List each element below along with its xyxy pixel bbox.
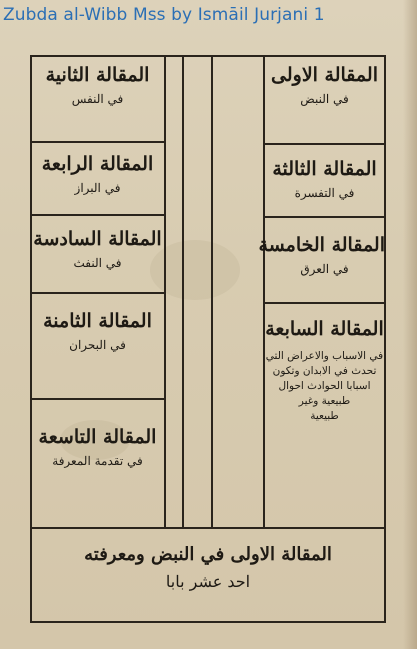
chapter-subtitle: في البراز [74, 181, 121, 195]
chapter-subtitle: في النفث [73, 256, 122, 270]
right-cell-2 [264, 160, 385, 199]
chapter-subtitle: في تقدمة المعرفة [52, 454, 143, 468]
image-caption: Zubda al-Wibb Mss by Ismāil Jurjani 1 [3, 5, 325, 25]
chapter-title: المقالة الاولى [271, 64, 378, 86]
chapter-subtitle: في النفس [71, 92, 124, 106]
chapter-title: المقالة الثامنة [43, 310, 152, 332]
footer-subtitle: احد عشر بابا [165, 572, 251, 591]
chapter-title: المقالة الرابعة [41, 153, 154, 175]
right-row-divider [263, 143, 385, 145]
note-line: في الاسباب والاعراض التي [265, 350, 384, 362]
left-cell-2 [31, 155, 164, 194]
note-line: طبيعية وغير [298, 395, 351, 407]
chapter-title: المقالة الثالثة [272, 158, 377, 180]
footer-divider [30, 527, 386, 529]
column-divider-left [182, 56, 184, 528]
left-row-divider [31, 398, 165, 400]
chapter-subtitle: في العرق [300, 262, 349, 276]
note-line: تحدث في الابدان وتكون [272, 365, 377, 377]
right-cell-3 [258, 234, 385, 276]
note-line: طبيعية [310, 410, 339, 422]
chapter-title: المقالة الثانية [45, 64, 150, 86]
left-cell-1 [31, 66, 164, 105]
right-column-inner-line [263, 56, 265, 528]
left-cell-3 [31, 230, 164, 269]
chapter-subtitle: في التفسرة [294, 186, 355, 200]
chapter-title: المقالة السادسة [33, 228, 162, 250]
left-cell-5 [31, 428, 164, 467]
chapter-title: المقالة السابعة [265, 318, 384, 340]
left-row-divider [31, 292, 165, 294]
left-row-divider [31, 214, 165, 216]
column-divider-right [211, 56, 213, 528]
right-row-divider [263, 216, 385, 218]
right-cell-4 [264, 320, 385, 424]
left-cell-4 [31, 312, 164, 351]
chapter-title: المقالة التاسعة [38, 426, 157, 448]
chapter-subtitle: في النبض [300, 92, 349, 106]
footer-title: المقالة الاولى في النبض ومعرفته [84, 544, 332, 565]
right-row-divider [263, 302, 385, 304]
chapter-title: المقالة الخامسة [258, 234, 385, 256]
chapter-subtitle: في البحران [69, 338, 126, 352]
right-cell-1 [264, 66, 385, 105]
chapter-note [264, 349, 385, 424]
left-row-divider [31, 141, 165, 143]
note-line: اسبابا الحوادث احوال [278, 380, 371, 392]
footer-cell [31, 546, 385, 590]
